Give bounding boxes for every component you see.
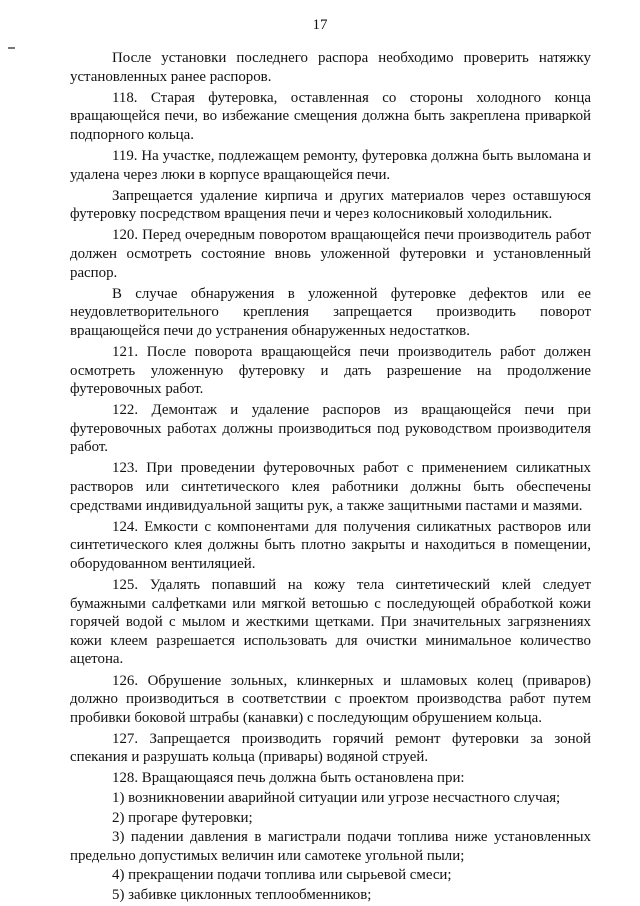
paragraph: 118. Старая футеровка, оставленная со стороны холодного конца вращающейся печи, во избежание смещения должна быть закреплена приваркой подпорного кольца. bbox=[70, 89, 591, 143]
paragraph: 121. После поворота вращающейся печи производитель работ должен осмотреть уложенную футеровку и дать разрешение на продолжение футеровочных работ. bbox=[70, 343, 591, 398]
document-body bbox=[70, 49, 591, 906]
list-item: 1) возникновении аварийной ситуации или угрозе несчастного случая; bbox=[112, 790, 561, 807]
list-item: 2) прогаре футеровки; bbox=[112, 809, 253, 826]
scan-mark bbox=[8, 47, 15, 49]
list-item: 5) забивке циклонных теплообменников; bbox=[112, 887, 372, 904]
paragraph: 124. Емкости с компонентами для получения силикатных растворов или синтетического клея должны быть плотно закрыты и находиться в помещении, оборудованном вентиляцией. bbox=[70, 518, 591, 572]
paragraph: 122. Демонтаж и удаление распоров из вращающейся печи при футеровочных работах должны производиться под руководством производителя работ. bbox=[70, 402, 591, 456]
paragraph: 128. Вращающаяся печь должна быть остановлена при: bbox=[112, 770, 465, 787]
paragraph: 126. Обрушение зольных, клинкерных и шламовых колец (приваров) должно производиться в соответствии с проектом производства работ путем пробивки боковой штрабы (канавки) с последующим обрушением кольца. bbox=[70, 672, 591, 726]
paragraph: 120. Перед очередным поворотом вращающейся печи производитель работ должен осмотреть состояние вновь уложенной футеровки и установленный распор. bbox=[70, 227, 591, 281]
paragraph: 125. Удалять попавший на кожу тела синтетический клей следует бумажными салфетками или мягкой ветошью с последующей обработкой кожи горячей водой с мылом и жесткими щетками. При значительных загрязнениях кожи клеем разрешается использовать для очистки минимальное количество ацетона. bbox=[70, 577, 591, 668]
paragraph: 123. При проведении футеровочных работ с применением силикатных растворов или синтетического клея работники должны быть обеспечены средствами индивидуальной защиты рук, а также защитными пастами и мазями. bbox=[70, 460, 591, 514]
paragraph: После установки последнего распора необходимо проверить натяжку установленных ранее распоров. bbox=[70, 50, 591, 85]
paragraph: В случае обнаружения в уложенной футеровке дефектов или ее неудовлетворительного крепления запрещается производить поворот вращающейся печи до устранения обнаруженных недостатков. bbox=[70, 285, 591, 339]
paragraph: 127. Запрещается производить горячий ремонт футеровки за зоной спекания и разрушать кольца (привары) водяной струей. bbox=[70, 730, 591, 766]
page-number: 17 bbox=[312, 17, 328, 33]
paragraph: 119. На участке, подлежащем ремонту, футеровка должна быть выломана и удалена через люки в корпусе вращающейся печи. bbox=[70, 147, 591, 183]
list-item: 4) прекращении подачи топлива или сырьевой смеси; bbox=[112, 867, 452, 884]
list-item: 3) падении давления в магистрали подачи топлива ниже установленных предельно допустимых величин или самотеке угольной пыли; bbox=[70, 829, 591, 864]
paragraph: Запрещается удаление кирпича и других материалов через оставшуюся футеровку посредством вращения печи и через колосниковый холодильник. bbox=[70, 187, 591, 223]
